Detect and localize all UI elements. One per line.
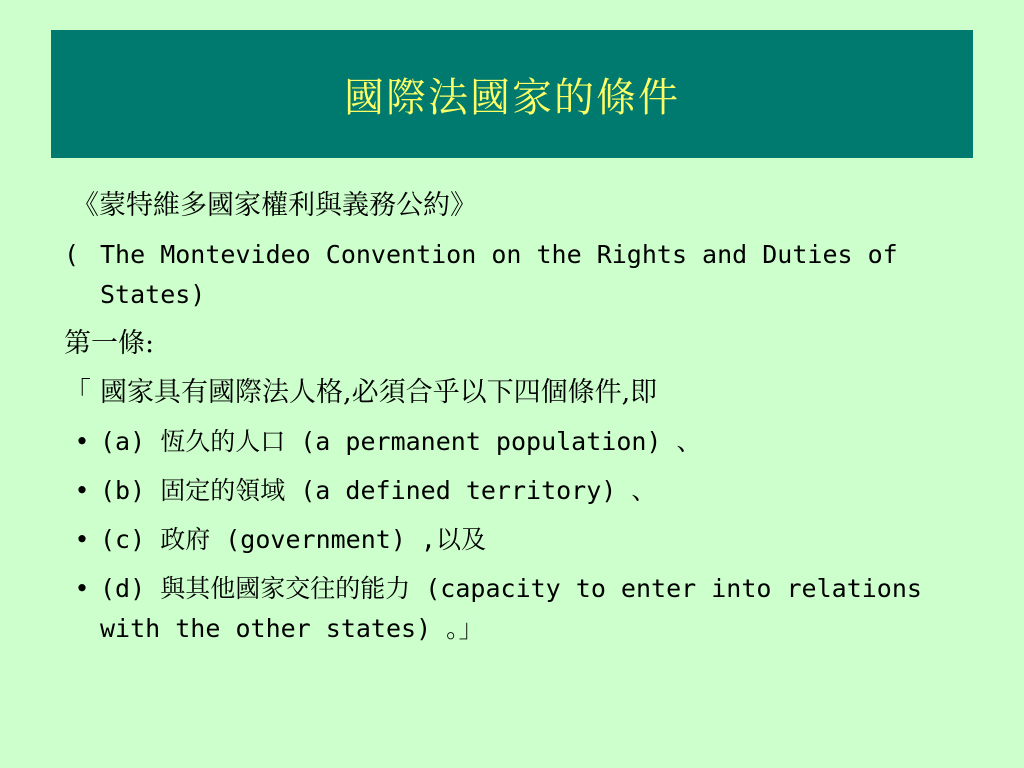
article-intro: [64, 373, 964, 413]
list-item: [64, 520, 964, 560]
bullet-icon: •: [74, 476, 90, 505]
convention-english-text: The Montevideo Convention on the Rights and Duties of States): [100, 240, 898, 309]
list-item: [64, 422, 964, 462]
bullet-text-c: (c) 政府 (government) ,以及: [100, 525, 486, 554]
list-item: [64, 569, 964, 649]
slide-body: [64, 186, 964, 658]
article-intro-text: 國家具有國際法人格,必須合乎以下四個條件,即: [100, 377, 658, 408]
convention-english-open-paren: (: [64, 240, 80, 269]
list-item: [64, 471, 964, 511]
title-banner: [51, 30, 973, 158]
bullet-text-d: (d) 與其他國家交往的能力 (capacity to enter into relations with the other states) 。」: [100, 574, 922, 643]
convention-english: [64, 235, 964, 315]
bullet-icon: •: [74, 427, 90, 456]
convention-title: 《蒙特維多國家權利與義務公約》: [72, 190, 477, 221]
bullet-icon: •: [74, 574, 90, 603]
bullet-text-a: (a) 恆久的人口 (a permanent population) 、: [100, 427, 702, 456]
article-intro-open-quote: 「: [64, 377, 91, 408]
bullet-text-b: (b) 固定的領域 (a defined territory) 、: [100, 476, 657, 505]
bullet-icon: •: [74, 525, 90, 554]
article-heading: 第一條:: [64, 328, 155, 359]
slide-title: 國際法國家的條件: [344, 74, 680, 121]
